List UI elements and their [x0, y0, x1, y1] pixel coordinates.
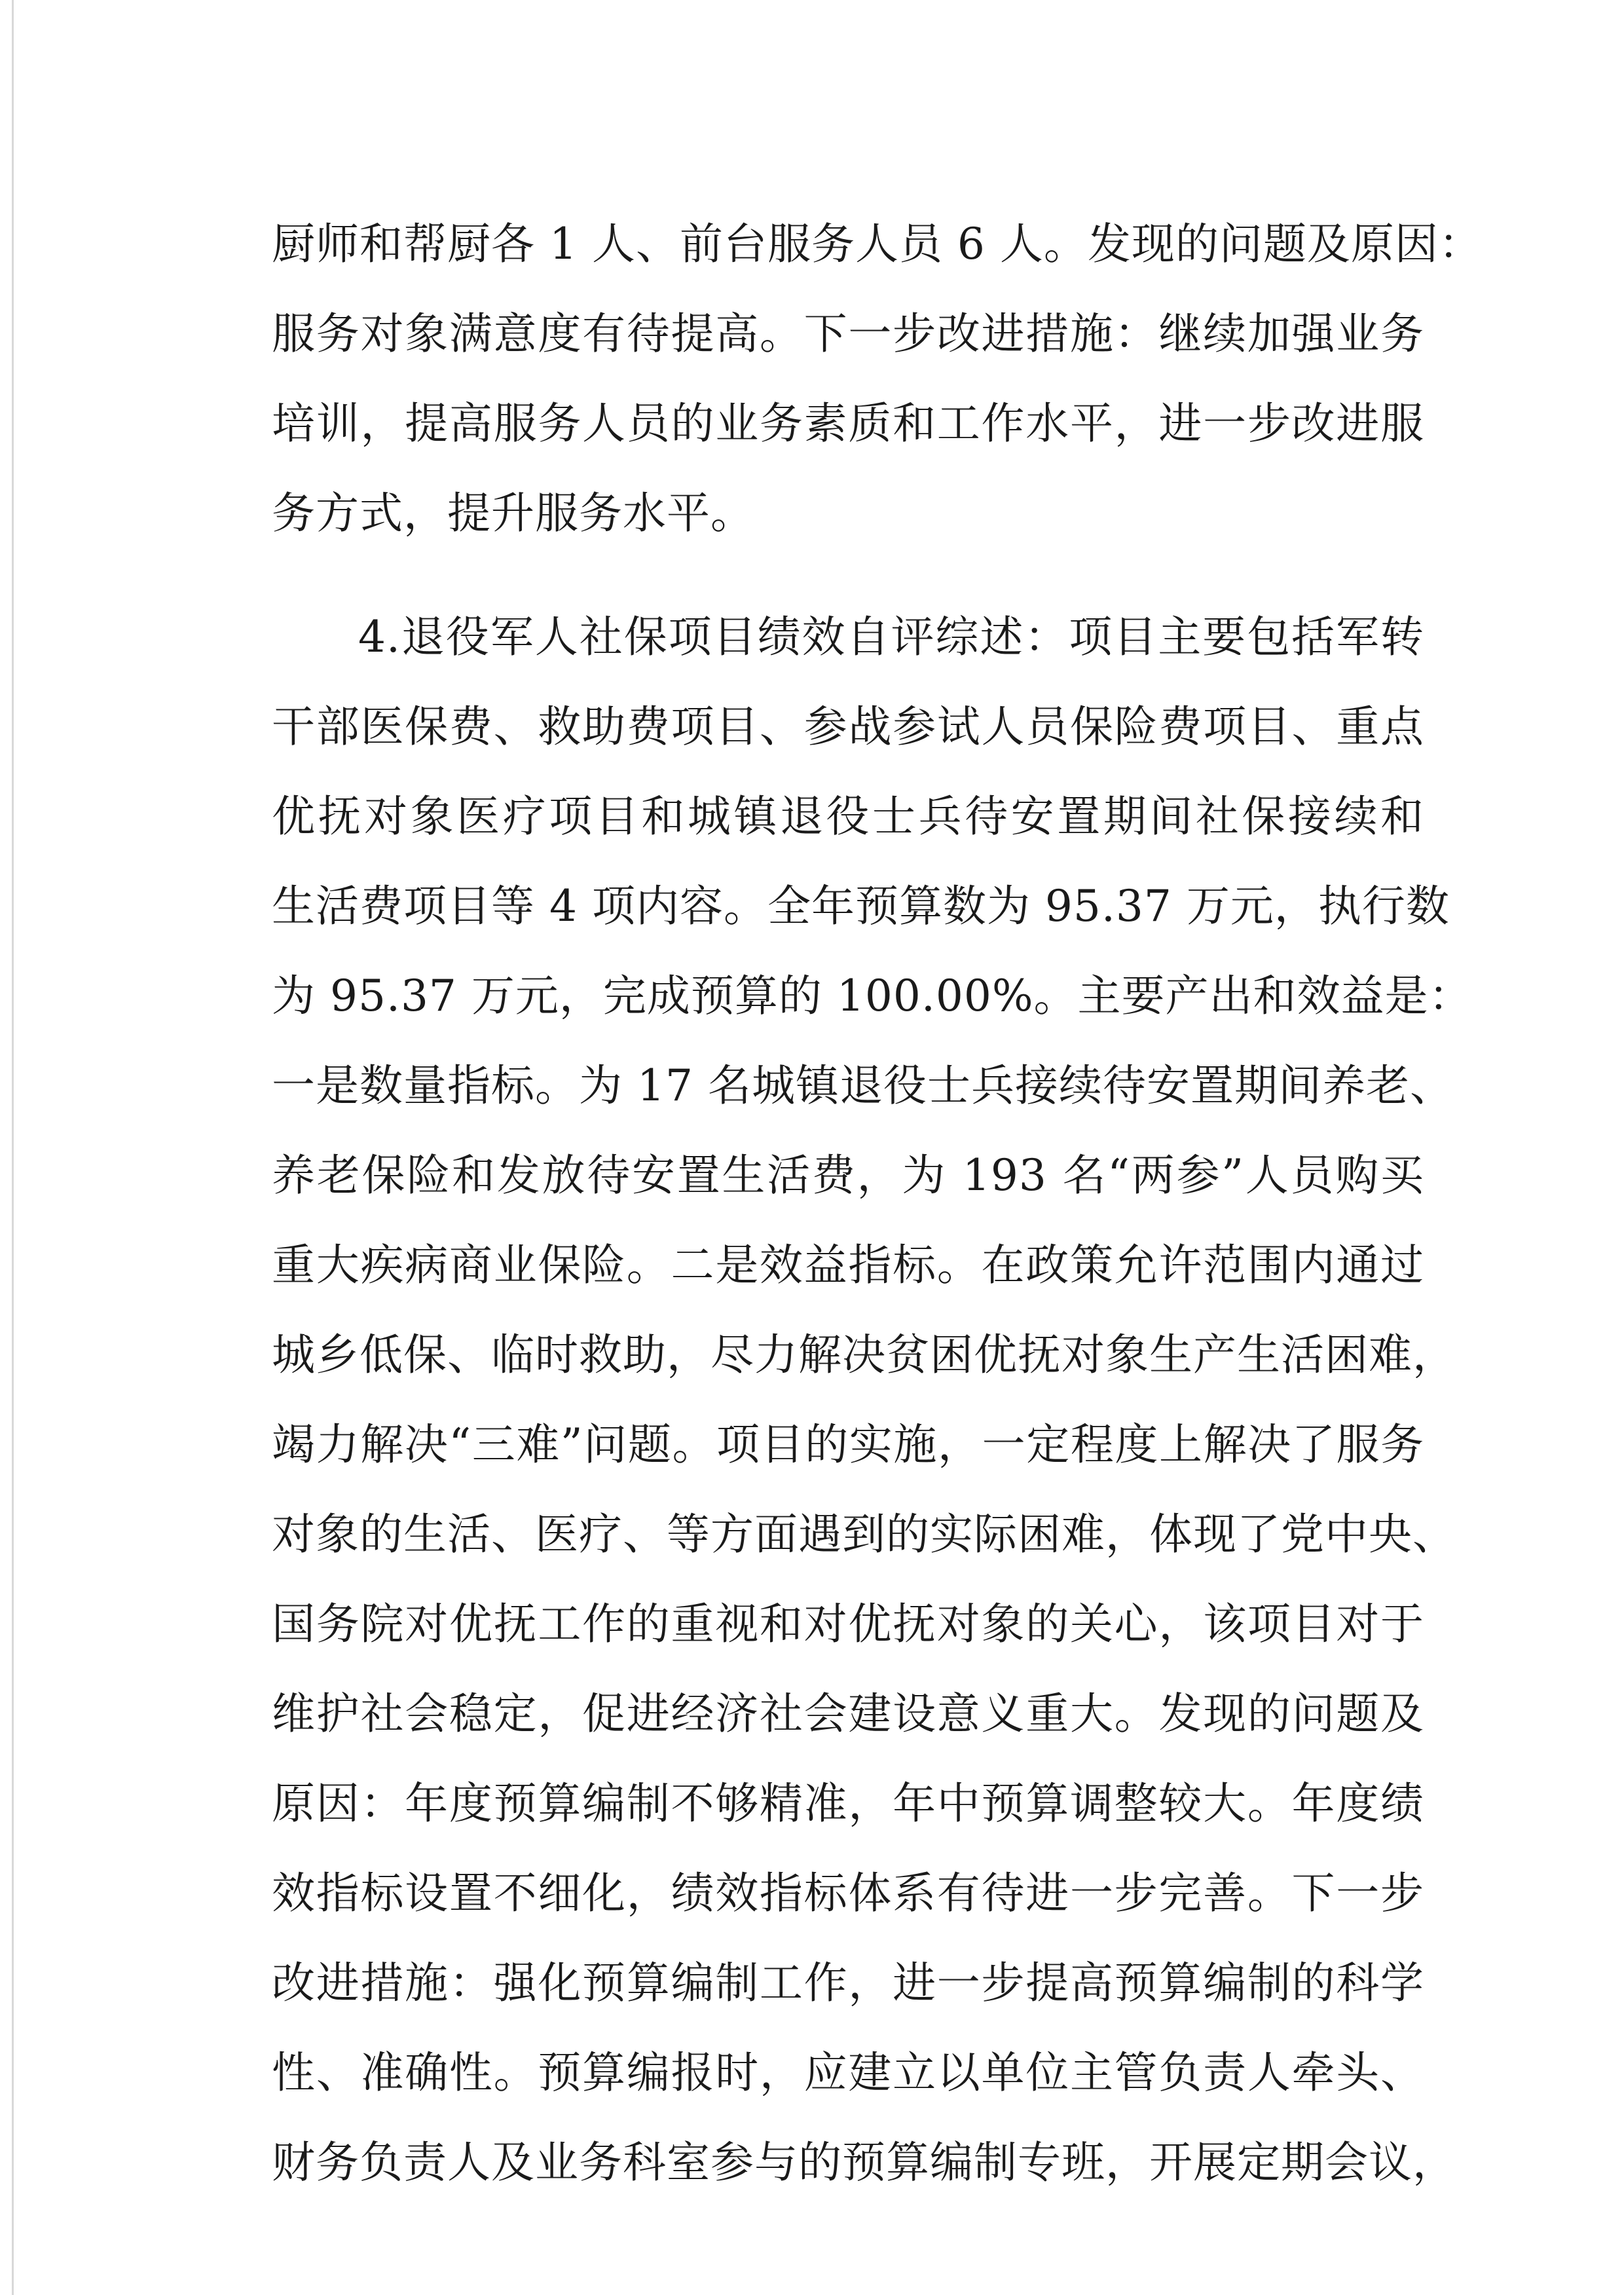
paragraph-2-line-3: 优抚对象医疗项目和城镇退役士兵待安置期间社保接续和	[272, 791, 1424, 842]
document-page	[272, 0, 1483, 2295]
scan-edge-shadow	[12, 0, 14, 2295]
paragraph-2-line-10: 竭力解决“三难”问题。项目的实施，一定程度上解决了服务	[272, 1419, 1424, 1470]
paragraph-2-line-6: 一是数量指标。为 17 名城镇退役士兵接续待安置期间养老、	[272, 1060, 1454, 1111]
paragraph-2-line-18: 财务负责人及业务科室参与的预算编制专班，开展定期会议，	[272, 2137, 1456, 2188]
paragraph-2-line-13: 维护社会稳定，促进经济社会建设意义重大。发现的问题及	[272, 1689, 1424, 1739]
paragraph-2-line-14: 原因：年度预算编制不够精准，年中预算调整较大。年度绩	[272, 1778, 1424, 1829]
paragraph-2-line-12: 国务院对优抚工作的重视和对优抚对象的关心，该项目对于	[272, 1599, 1424, 1649]
paragraph-2-line-11: 对象的生活、医疗、等方面遇到的实际困难，体现了党中央、	[272, 1509, 1456, 1559]
paragraph-2-line-2: 干部医保费、救助费项目、参战参试人员保险费项目、重点	[272, 701, 1424, 752]
paragraph-2-line-4: 生活费项目等 4 项内容。全年预算数为 95.37 万元，执行数	[272, 881, 1450, 931]
paragraph-1-line-1: 厨师和帮厨各 1 人、前台服务人员 6 人。发现的问题及原因：	[272, 219, 1483, 269]
paragraph-1-line-2: 服务对象满意度有待提高。下一步改进措施：继续加强业务	[272, 308, 1424, 359]
paragraph-2-line-5: 为 95.37 万元，完成预算的 100.00%。主要产出和效益是：	[272, 971, 1473, 1021]
paragraph-2-line-8: 重大疾病商业保险。二是效益指标。在政策允许范围内通过	[272, 1240, 1424, 1290]
paragraph-2-line-9: 城乡低保、临时救助，尽力解决贫困优抚对象生产生活困难，	[272, 1330, 1456, 1380]
paragraph-2-line-17: 性、准确性。预算编报时，应建立以单位主管负责人牵头、	[272, 2047, 1424, 2098]
paragraph-1-line-4: 务方式，提升服务水平。	[272, 488, 754, 538]
paragraph-2-line-1: 4.退役军人社保项目绩效自评综述：项目主要包括军转	[358, 612, 1424, 662]
paragraph-2-line-7: 养老保险和发放待安置生活费，为 193 名“两参”人员购买	[272, 1150, 1424, 1201]
paragraph-2-line-16: 改进措施：强化预算编制工作，进一步提高预算编制的科学	[272, 1958, 1424, 2008]
paragraph-2-line-15: 效指标设置不细化，绩效指标体系有待进一步完善。下一步	[272, 1868, 1424, 1918]
paragraph-1-line-3: 培训，提高服务人员的业务素质和工作水平，进一步改进服	[272, 398, 1424, 449]
